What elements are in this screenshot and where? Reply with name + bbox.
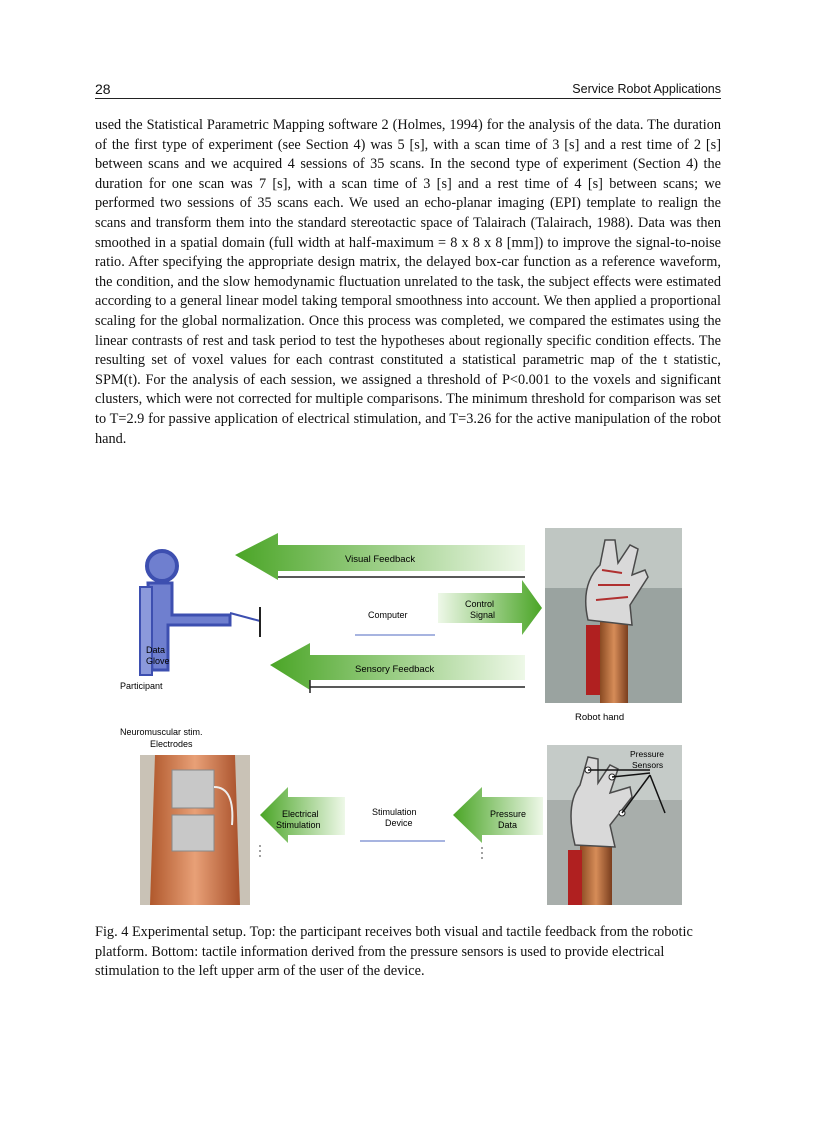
figure-caption: Fig. 4 Experimental setup. Top: the participant receives both visual and tactile feedback from the robotic platform. Bottom: tactile information derived from the pressure sensors is used to provide electrical stimulation to the left upper arm of the user of the device. xyxy=(95,924,693,979)
electrical-stim-label-2: Stimulation xyxy=(276,820,321,830)
sensory-feedback-label: Sensory Feedback xyxy=(355,664,435,675)
data-glove-label-1: Data xyxy=(146,645,166,655)
neuromuscular-label-2: Electrodes xyxy=(150,739,193,749)
control-signal-label-2: Signal xyxy=(470,610,496,620)
visual-feedback-label: Visual Feedback xyxy=(345,554,416,565)
electrical-stim-label-1: Electrical xyxy=(282,809,319,819)
experimental-setup-figure xyxy=(110,525,710,910)
data-glove-label-2: Glove xyxy=(146,656,170,666)
robot-hand-label: Robot hand xyxy=(575,712,625,723)
arm-electrodes-photo xyxy=(140,755,250,905)
computer-label: Computer xyxy=(368,610,408,620)
stim-device-label-1: Stimulation xyxy=(372,807,417,817)
pressure-sensors-label-1: Pressure xyxy=(630,749,665,759)
neuromuscular-label-1: Neuromuscular stim. xyxy=(120,727,203,737)
stim-device-label-2: Device xyxy=(385,818,413,828)
pressure-sensors-label-2: Sensors xyxy=(632,760,664,770)
pressure-data-label-1: Pressure xyxy=(490,809,527,819)
page-header xyxy=(95,80,721,99)
body-paragraph: used the Statistical Parametric Mapping software 2 (Holmes, 1994) for the analysis of the data. The duration of the first type of experiment (see Section 4) was 5 [s], with a scan time of 3 [s] and a rest time of 2 [s] between scans and we acquired 4 sessions of 35 scans. In the second type of experiment (Section 4) the duration for one scan was 7 [s], with a scan time of 3 [s] and a rest time of 4 [s] between scans; we performed two sessions of 35 scans each. We used an echo-planar imaging (EPI) template to realign the scans and transform them into the standard stereotactic space of Talairach (Talairach, 1988). Data was then smoothed in a spatial domain (full width at half-maximum = 8 x 8 x 8 [mm]) to improve the signal-to-noise ratio. After specifying the appropriate design matrix, the delayed box-car function as a reference waveform, the condition, and the slow hemodynamic fluctuation unrelated to the task, the subject effects were estimated according to a general linear model taking temporal smoothness into account. We then applied a proportional scaling for the global normalization. Once this process was completed, we compared the estimates using the linear contrasts of rest and task period to test the hypotheses about regionally specific condition effects. The resulting set of voxel values for each contrast constituted a statistical parametric map of the t statistic, SPM(t). For the analysis of each session, we assigned a threshold of P<0.001 to the voxels and significant clusters, which were not corrected for multiple comparisons. The minimum threshold for comparison was set to T=2.9 for passive application of electrical stimulation, and T=3.26 for the active manipulation of the robot hand. xyxy=(95,117,721,447)
running-title: Service Robot Applications xyxy=(572,82,721,96)
control-signal-label-1: Control xyxy=(465,599,495,609)
robot-hand-photo xyxy=(545,528,682,703)
pressure-data-label-2: Data xyxy=(498,820,518,830)
page-number: 28 xyxy=(95,81,111,97)
participant-label: Participant xyxy=(120,681,163,691)
